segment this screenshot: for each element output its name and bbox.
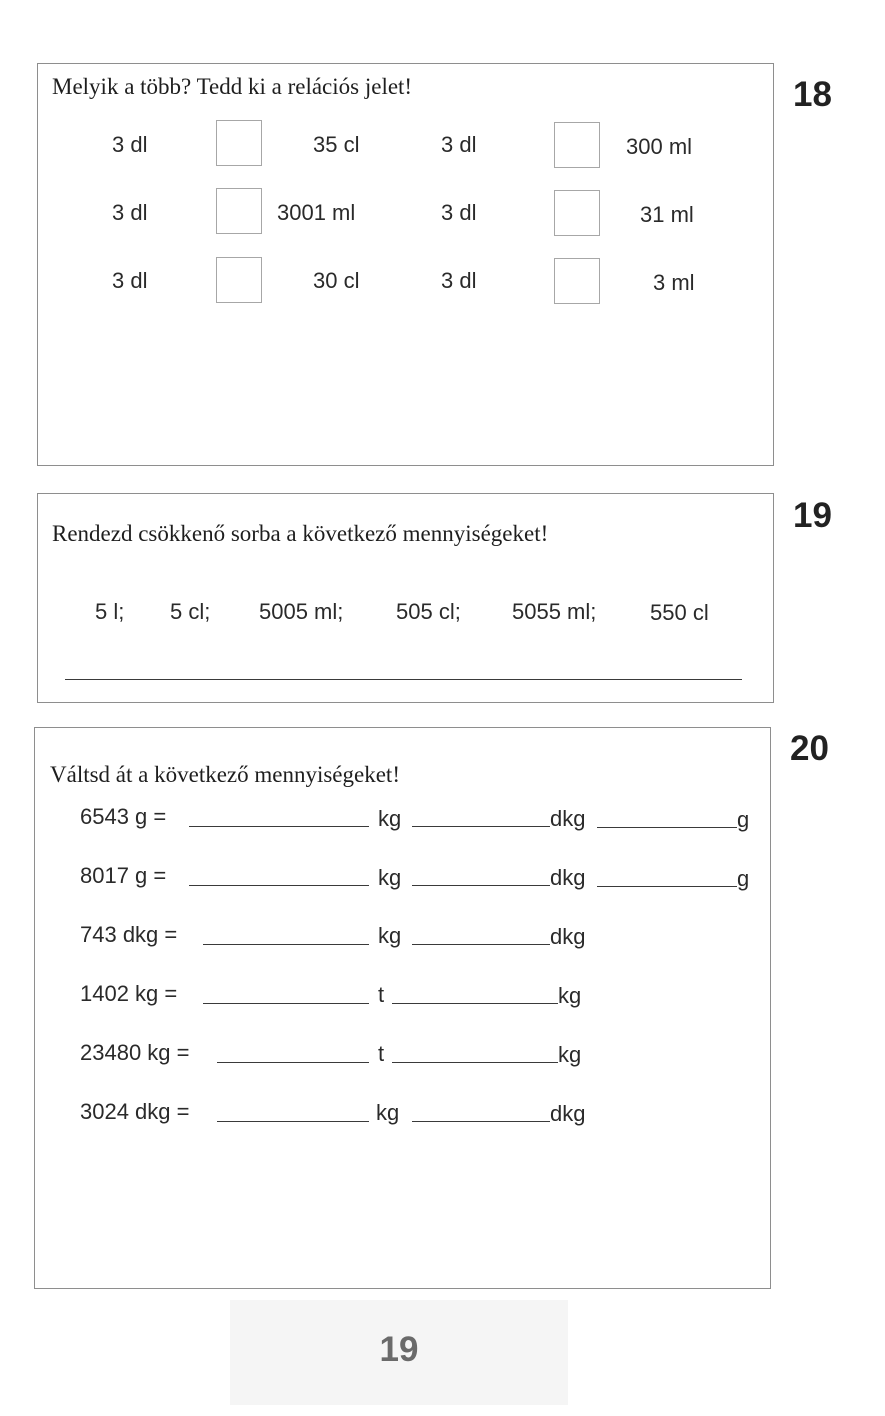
ex20-row2-unit-2: dkg [550, 865, 586, 890]
ex20-row5-unit-1: t [378, 1041, 385, 1066]
ex20-row4-blank-1[interactable] [203, 1003, 369, 1004]
ex18-row2-right-a: 3001 ml [277, 200, 356, 225]
ex19-item-2: 5 cl; [170, 599, 211, 624]
ex20-row3-blank-1[interactable] [203, 944, 369, 945]
ex20-row2-unit-1: kg [378, 865, 402, 890]
ex20-row1-unit-2: dkg [550, 806, 586, 831]
ex20-row1-lhs: 6543 g = [80, 804, 167, 829]
ex18-row1-right-a: 35 cl [313, 132, 360, 157]
ex20-row6-blank-1[interactable] [217, 1121, 369, 1122]
exercise-20-title: Váltsd át a következő mennyiségeket! [50, 762, 400, 787]
ex18-row1-right-b: 300 ml [626, 134, 693, 159]
ex18-row2-left-a: 3 dl [112, 200, 148, 225]
exercise-19-number: 19 [793, 496, 832, 535]
ex18-row1-left-a: 3 dl [112, 132, 148, 157]
ex20-row4-unit-1: t [378, 982, 385, 1007]
ex19-item-5: 5055 ml; [512, 599, 597, 624]
ex18-row2-right-b: 31 ml [640, 202, 694, 227]
ex18-row2-answer-box-2[interactable] [554, 190, 600, 236]
ex20-row2-unit-3: g [737, 866, 750, 891]
ex18-row3-answer-box-2[interactable] [554, 258, 600, 304]
ex20-row4-lhs: 1402 kg = [80, 981, 178, 1006]
ex18-row1-answer-box-1[interactable] [216, 120, 262, 166]
exercise-19-title: Rendezd csökkenő sorba a következő mennyiségeket! [52, 521, 549, 546]
exercise-18-number: 18 [793, 75, 832, 114]
ex18-row1-answer-box-2[interactable] [554, 122, 600, 168]
ex18-row2-left-b: 3 dl [441, 200, 477, 225]
ex20-row5-blank-2[interactable] [392, 1062, 558, 1063]
page-footer-band [230, 1300, 568, 1405]
ex20-row2-blank-3[interactable] [597, 886, 737, 887]
ex20-row6-unit-2: dkg [550, 1101, 586, 1126]
exercise-20-number: 20 [790, 729, 829, 768]
ex20-row5-lhs: 23480 kg = [80, 1040, 190, 1065]
ex20-row4-blank-2[interactable] [392, 1003, 558, 1004]
ex20-row4-unit-2: kg [558, 983, 582, 1008]
page-number: 19 [379, 1330, 419, 1369]
ex19-answer-line[interactable] [65, 679, 742, 680]
ex20-row1-unit-1: kg [378, 806, 402, 831]
ex18-row3-left-a: 3 dl [112, 268, 148, 293]
ex18-row3-left-b: 3 dl [441, 268, 477, 293]
exercise-18-box [37, 63, 774, 466]
ex19-item-1: 5 l; [95, 599, 125, 624]
exercise-18-title: Melyik a több? Tedd ki a relációs jelet! [52, 74, 413, 99]
ex20-row1-blank-2[interactable] [412, 826, 550, 827]
ex20-row5-unit-2: kg [558, 1042, 582, 1067]
ex19-item-3: 5005 ml; [259, 599, 344, 624]
ex20-row5-blank-1[interactable] [217, 1062, 369, 1063]
ex20-row1-blank-3[interactable] [597, 827, 737, 828]
ex19-item-6: 550 cl [650, 600, 709, 625]
ex20-row6-blank-2[interactable] [412, 1121, 550, 1122]
ex20-row6-unit-1: kg [376, 1100, 400, 1125]
ex20-row3-unit-1: kg [378, 923, 402, 948]
ex18-row2-answer-box-1[interactable] [216, 188, 262, 234]
ex20-row2-blank-1[interactable] [189, 885, 369, 886]
ex19-item-4: 505 cl; [396, 599, 461, 624]
ex18-row3-answer-box-1[interactable] [216, 257, 262, 303]
ex20-row3-unit-2: dkg [550, 924, 586, 949]
ex20-row2-lhs: 8017 g = [80, 863, 167, 888]
ex20-row3-lhs: 743 dkg = [80, 922, 178, 947]
ex18-row1-left-b: 3 dl [441, 132, 477, 157]
ex20-row2-blank-2[interactable] [412, 885, 550, 886]
ex18-row3-right-a: 30 cl [313, 268, 360, 293]
ex20-row3-blank-2[interactable] [412, 944, 550, 945]
ex20-row1-blank-1[interactable] [189, 826, 369, 827]
ex20-row6-lhs: 3024 dkg = [80, 1099, 190, 1124]
ex20-row1-unit-3: g [737, 807, 750, 832]
ex18-row3-right-b: 3 ml [653, 270, 695, 295]
